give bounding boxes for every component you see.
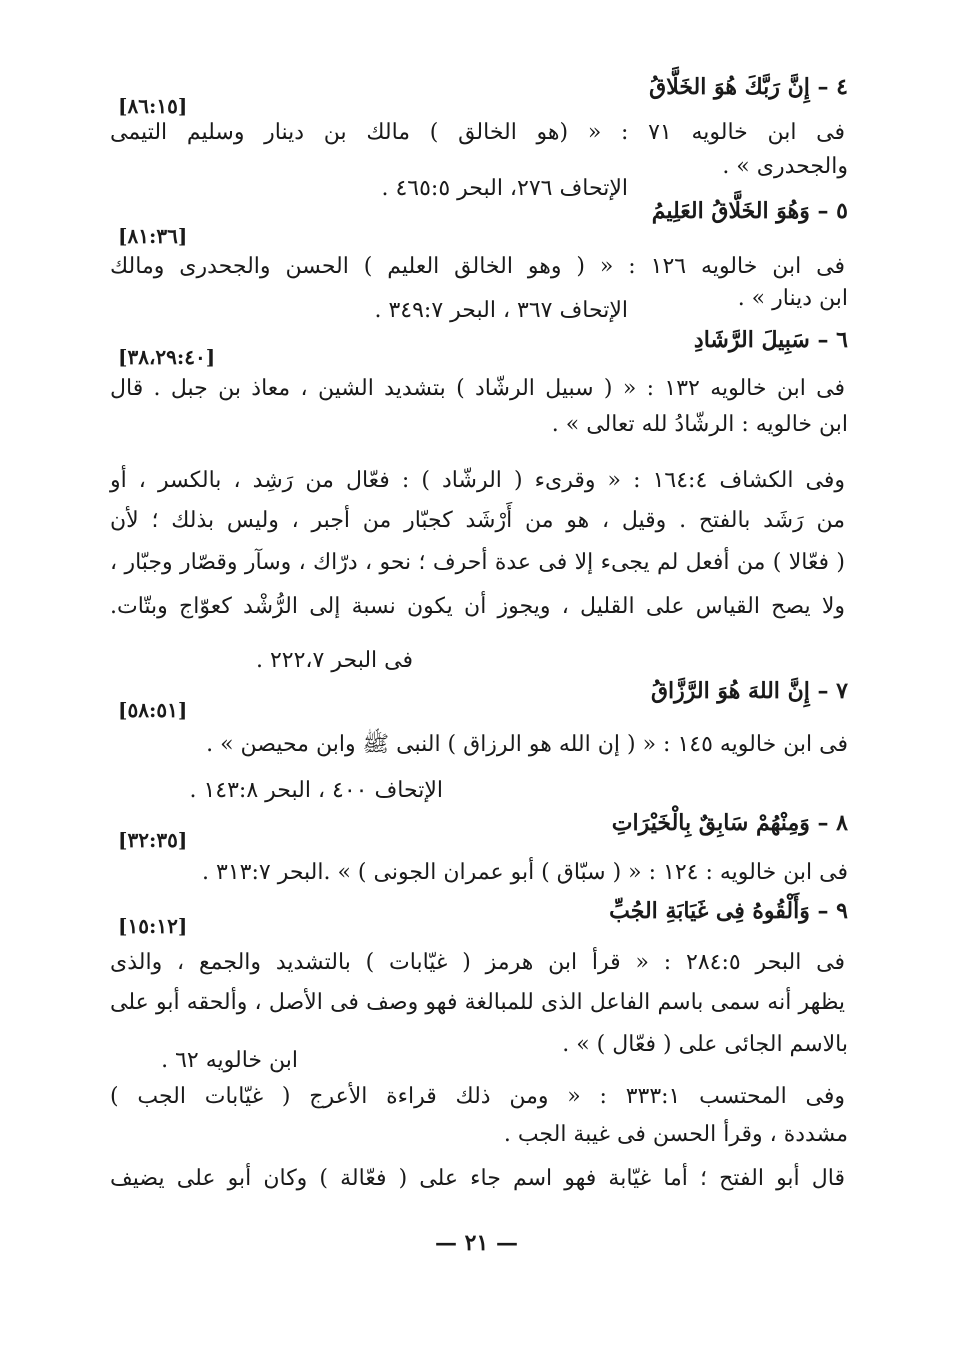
verse-reference: [٨٦:١٥] — [118, 94, 188, 118]
entry-line: ابن دينار » . — [737, 286, 848, 311]
entry-line: فى ابن خالويه ١٣٢ : « ( سبيل الرشّاد ) بتشديد الشين ، معاذ بن جبل . قال — [110, 376, 845, 401]
verse-reference: [٣٢:٣٥] — [118, 828, 188, 852]
entry-heading: ٦ – سَبِيلَ الرَّشَادِ — [693, 327, 848, 353]
verse-reference: [١٥:١٢] — [118, 914, 188, 938]
entry-line: قال أبو الفتح ؛ أما غيّابة فهو اسم جاء على ( فعّالة ) وكان أبو على يضيف — [110, 1166, 845, 1191]
verse-reference: [٣٨،٢٩:٤٠] — [118, 345, 216, 369]
entry-heading: ٥ – وَهُوَ الخَلَّاقُ العَلِيمُ — [651, 198, 848, 224]
entry-line: فى ابن خالويه ١٢٦ : « ( وهو الخالق العليم ) الحسن والجحدرى ومالك — [110, 254, 845, 279]
entry-heading: ٨ – وَمِنْهُمْ سَابِقٌ بِالْخَيْرَاتِ — [611, 810, 848, 836]
entry-line: الإتحاف ٤٠٠ ، البحر ١٤٣:٨ . — [189, 778, 443, 803]
entry-heading: ٤ – إِنَّ رَبَّكَ هُوَ الخَلَّاقُ — [649, 74, 848, 100]
verse-reference: [٨١:٣٦] — [118, 224, 188, 248]
entry-line: فى ابن خالويه : ١٢٤ : « ( سبّاق ) أبو عمران الجونى ) » .البحر ٣١٣:٧ . — [202, 860, 848, 885]
entry-line: والجحدرى » . — [722, 154, 848, 179]
entry-heading: ٧ – إِنَّ اللهَ هُوَ الرَّزَّاقُ — [650, 678, 848, 704]
entry-line: ( فعّالا ) من أفعل لم يجىء إلا فى عدة أحرف ؛ نحو ، درّاك ، وسآر وقصّار وجبّار ، — [110, 550, 845, 575]
verse-reference: [٥٨:٥١] — [118, 698, 188, 722]
entry-line: فى ابن خالويه ١٤٥ : « ( إن الله هو الرزاق ) النبى ﷺ وابن محيصن » . — [206, 732, 848, 757]
entry-line: ولا يصح القياس على القليل ، ويجوز أن يكون نسبة إلى الرُّشْد كعوّاج وبتّات. — [110, 594, 845, 619]
entry-line: الإتحاف ٢٧٦، البحر ٤٦٥:٥ . — [381, 176, 628, 201]
entry-line: فى البحر ٢٨٤:٥ : « قرأ ابن هرمز ( غيّابات ) بالتشديد والجمع ، والذى — [110, 950, 845, 975]
entry-line: مشددة ، وقرأ الحسن فى غيبة الجب . — [503, 1122, 848, 1147]
entry-line: وفى المحتسب ٣٣٣:١ : « ومن ذلك قراءة الأعرج ( غيّابات الجب ) — [110, 1084, 845, 1109]
entry-line: بالاسم الجائى على ( فعّال ) » . — [562, 1032, 848, 1057]
entry-line: فى البحر ٢٢٢،٧ . — [255, 648, 413, 673]
entry-line: ابن خالويه : الرشّادُ لله تعالى » . — [551, 412, 848, 437]
page-number: — ٢١ — — [435, 1230, 518, 1256]
entry-heading: ٩ – وَأَلْقُوهُ فِى غَيَابَةِ الجُبِّ — [609, 898, 848, 924]
entry-line: وفى الكشاف ١٦٤:٤ : « وقرىء ( الرشّاد ) : فعّال من رَشِد ، بالكسر ، أو — [110, 468, 845, 493]
entry-line: يظهر أنه سمى باسم الفاعل الذى للمبالغة فهو وصف فى الأصل ، وألحقه أبو على — [110, 990, 845, 1015]
entry-line: الإتحاف ٣٦٧ ، البحر ٣٤٩:٧ . — [374, 298, 628, 323]
entry-line: من رَشَد بالفتح . وقيل ، هو من أَرْشَد كجبّار من أجبر ، وليس بذلك ؛ لأن — [110, 508, 845, 533]
entry-line: فى ابن خالويه ٧١ : « (هو الخالق ) مالك بن دينار وسليم التيمى — [110, 120, 845, 145]
entry-line: ابن خالويه ٦٢ . — [161, 1048, 298, 1073]
